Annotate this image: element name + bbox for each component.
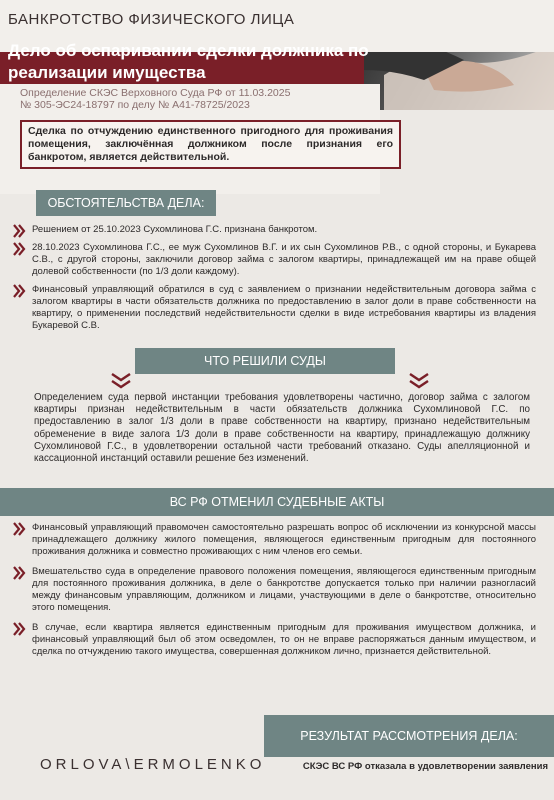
page-title: Дело об оспаривании сделки должника по реализации имущества [8, 41, 369, 82]
section-heading-circumstances: ОБСТОЯТЕЛЬСТВА ДЕЛА: [36, 190, 216, 216]
chevron-right-icon [12, 224, 26, 238]
circumstances-list [8, 224, 536, 338]
category-label: БАНКРОТСТВО ФИЗИЧЕСКОГО ЛИЦА [8, 11, 295, 28]
courts-decision-text: Определением суда первой инстанции требования удовлетворены частично, договор займа с залогом квартиры признан недействительным в части обязательств должника Сухомлиновой Г.С. по предоставлению в залог 1/3 доли в праве собственности на квартиру, признано недействительным обременение в виде залога 1/3 доли в праве собственности на квартиру, принадлежащую должнику Сухомлиновой Г.С., в удовлетворении остальной части требований отказано. Суды апелляционной и кассационной инстанций оставили решение без изменений. [34, 392, 530, 465]
summary-box: Сделка по отчуждению единственного пригодного для проживания помещения, заключённая должником после признания его банкротом, является действительной. [20, 120, 401, 169]
list-item [8, 622, 536, 658]
section-heading-supreme-court: ВС РФ ОТМЕНИЛ СУДЕБНЫЕ АКТЫ [0, 488, 554, 516]
list-item-text: В случае, если квартира является единственным пригодным для проживания имуществом должника, и финансовый управляющий был об этом осведомлен, то он не вправе распоряжаться данным имуществом, и сделка по отчуждению такого имущества, совершенная должником лично, признается действительной. [32, 622, 536, 657]
list-item [8, 522, 536, 558]
ref-line-1: Определение СКЭС Верховного Суда РФ от 11.03.2025 [20, 87, 291, 99]
result-court: СКЭС ВС РФ [302, 761, 363, 772]
list-item [8, 242, 536, 278]
list-item-text: Финансовый управляющий обратился в суд с заявлением о признании недействительным договора займа с залогом квартиры в части обязательств должника по предоставлению в залог доли в праве собственности на квартиру, о применении последствий недействительности сделки в виде истребования квартиры из владения Букаревой С.В. [32, 284, 536, 331]
chevron-right-icon [12, 566, 26, 580]
chevron-right-icon [12, 284, 26, 298]
list-item-text: Решением от 25.10.2023 Сухомлинова Г.С. признана банкротом. [32, 224, 318, 235]
firm-logo: ORLOVA\ERMOLENKO [40, 756, 266, 773]
chevron-down-icon [110, 373, 132, 389]
list-item-text: Финансовый управляющий правомочен самостоятельно разрешать вопрос об исключении из конкурсной массы принадлежащего должнику жилого помещения, являющегося единственным пригодным для постоянного проживания должника и совместно проживающих с ним членов его семьи. [32, 522, 536, 557]
chevron-down-icon [408, 373, 430, 389]
section-heading-courts: ЧТО РЕШИЛИ СУДЫ [135, 348, 395, 374]
case-reference [20, 87, 290, 111]
supreme-court-list [8, 522, 536, 664]
list-item [8, 566, 536, 614]
ref-line-2: № 305-ЭС24-18797 по делу № А41-78725/2023 [20, 99, 250, 111]
result-outcome: отказала в удовлетворении заявления [362, 761, 548, 772]
list-item-text: Вмешательство суда в определение правового положения помещения, являющегося единственным пригодным для постоянного проживания должника, в деле о банкротстве допускается только при наличии разногласий между финансовым управляющим, должником и лицами, участвующими в деле о банкротстве, относительно этого помещения. [32, 566, 536, 613]
chevron-right-icon [12, 622, 26, 636]
list-item-text: 28.10.2023 Сухомлинова Г.С., ее муж Сухомлинов В.Г. и их сын Сухомлинов Р.В., с одной стороны, и Букарева С.В., с другой стороны, заключили договор займа с залогом квартиры, принадлежащей им на праве общей долевой собственности (по 1/3 доли каждому). [32, 242, 536, 277]
list-item [8, 224, 536, 236]
list-item [8, 284, 536, 332]
chevron-right-icon [12, 522, 26, 536]
chevron-right-icon [12, 242, 26, 256]
result-text [296, 761, 554, 773]
result-heading: РЕЗУЛЬТАТ РАССМОТРЕНИЯ ДЕЛА: [264, 715, 554, 757]
